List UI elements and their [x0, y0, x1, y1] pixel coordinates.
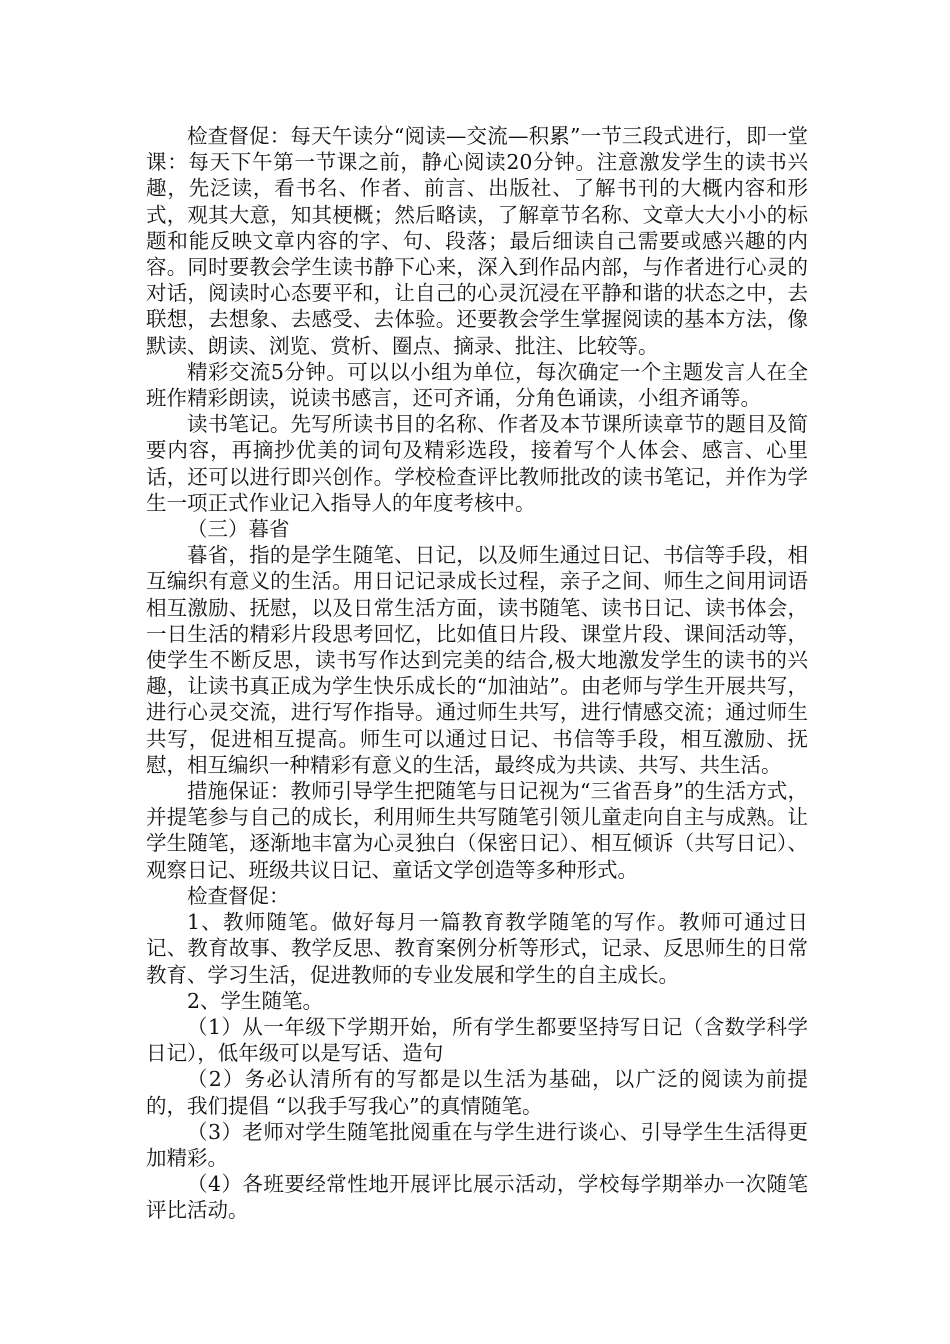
list-item-1: （1）从一年级下学期开始，所有学生都要坚持写日记（含数学科学日记），低年级可以是写话、造句: [146, 1014, 808, 1066]
list-item-3: （3）老师对学生随笔批阅重在与学生进行谈心、引导学生生活得更加精彩。: [146, 1119, 808, 1170]
paragraph-check-heading: 检查督促：: [187, 883, 290, 908]
section-heading-evening-reflection: （三）暮省: [187, 517, 290, 542]
paragraph-teacher-essays: 1、教师随笔。做好每月一篇教育教学随笔的写作。教师可通过日记、教育故事、教学反思、教育案例分析等形式，记录、反思师生的日常教育、学习生活，促进教师的专业发展和学生的自主成长。: [146, 910, 808, 987]
paragraph-measures: 措施保证：教师引导学生把随笔与日记视为“三省吾身”的生活方式，并提笔参与自己的成长，利用师生共写随笔引领儿童走向自主与成熟。让学生随笔，逐渐地丰富为心灵独白（保密日记）、相互倾诉（共写日记）、观察日记、班级共议日记、童话文学创造等多种形式。: [146, 779, 808, 882]
paragraph-student-essays: 2、学生随笔。: [187, 988, 324, 1013]
list-item-2: （2）务必认清所有的写都是以生活为基础，以广泛的阅读为前提的，我们提倡 “以我手写我心”的真情随笔。: [146, 1067, 808, 1118]
paragraph-sharing: 精彩交流5分钟。可以以小组为单位，每次确定一个主题发言人在全班作精彩朗读，说读书感言，还可齐诵，分角色诵读，小组齐诵等。: [146, 359, 808, 411]
paragraph-reading-check: 检查督促：每天午读分“阅读—交流—积累”一节三段式进行，即一堂课：每天下午第一节课之前，静心阅读20分钟。注意激发学生的读书兴趣，先泛读，看书名、作者、前言、出版社、了解书刊的大概内容和形式，观其大意，知其梗概；然后略读，了解章节名称、文章大大小小的标题和能反映文章内容的字、句、段落；最后细读自己需要或感兴趣的内容。同时要教会学生读书静下心来，深入到作品内部，与作者进行心灵的对话，阅读时心态要平和，让自己的心灵沉浸在平静和谐的状态之中，去联想，去想象、去感受、去体验。还要教会学生掌握阅读的基本方法，像默读、朗读、浏览、赏析、圈点、摘录、批注、比较等。: [146, 124, 808, 358]
document-page: [146, 123, 808, 1224]
list-item-4: （4）各班要经常性地开展评比展示活动，学校每学期举办一次随笔评比活动。: [146, 1172, 808, 1223]
paragraph-evening-reflection: 暮省，指的是学生随笔、日记，以及师生通过日记、书信等手段，相互编织有意义的生活。用日记记录成长过程，亲子之间、师生之间用词语相互激励、抚慰，以及日常生活方面，读书随笔、读书日记、读书体会，一日生活的精彩片段思考回忆，比如值日片段、课堂片段、课间活动等，使学生不断反思，读书写作达到完美的结合,极大地激发学生的读书的兴趣，让读书真正成为学生快乐成长的“加油站”。由老师与学生开展共写，进行心灵交流，进行写作指导。通过师生共写，进行情感交流；通过师生共写，促进相互提高。师生可以通过日记、书信等手段，相互激励、抚慰，相互编织一种精彩有意义的生活，最终成为共读、共写、共生活。: [146, 543, 808, 777]
paragraph-reading-notes: 读书笔记。先写所读书目的名称、作者及本节课所读章节的题目及简要内容，再摘抄优美的词句及精彩选段，接着写个人体会、感言、心里话，还可以进行即兴创作。学校检查评比教师批改的读书笔记，并作为学生一项正式作业记入指导人的年度考核中。: [146, 412, 808, 515]
